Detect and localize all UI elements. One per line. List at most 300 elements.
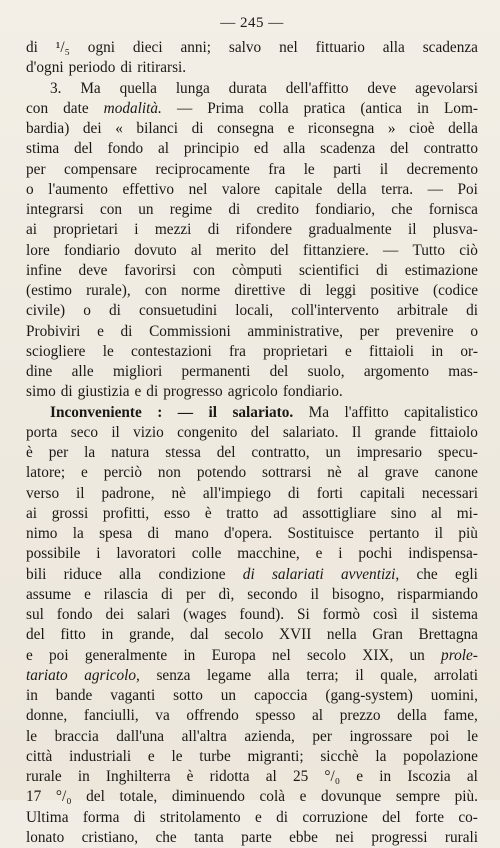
word: prezzo: [339, 707, 381, 725]
word: migranti;: [247, 747, 304, 765]
word: estimazione: [404, 261, 478, 279]
word: positive: [370, 282, 419, 299]
word: o: [470, 322, 478, 340]
word: capitalistico: [404, 403, 478, 421]
text-line: [26, 484, 478, 504]
word: rilascia: [103, 585, 149, 603]
text-line: [26, 382, 478, 402]
word: della: [448, 120, 478, 137]
word: assottigliare: [302, 504, 377, 522]
word: prevenire: [395, 322, 454, 340]
word: XVII: [279, 626, 312, 644]
word: co-: [458, 808, 478, 826]
word: in: [417, 99, 429, 117]
word: sistema: [432, 606, 478, 623]
word: °/₀: [324, 768, 341, 785]
word: scadenza: [422, 39, 478, 56]
word: pochi: [358, 545, 393, 563]
word: azienda,: [244, 727, 295, 745]
word: di: [147, 525, 160, 542]
word: dovuto: [134, 241, 177, 259]
text-line: [26, 342, 478, 362]
word: città: [26, 747, 53, 765]
word: dall'una: [116, 727, 165, 745]
word: di: [120, 322, 133, 340]
word: agricolo: [227, 383, 278, 401]
text-line: [26, 565, 478, 585]
text-line: [26, 423, 478, 443]
word: arbitrale: [397, 302, 448, 320]
word: cristiano,: [81, 828, 139, 846]
text-line: [26, 281, 478, 301]
word: Prima: [207, 99, 244, 117]
word: al: [312, 707, 324, 725]
word: —: [176, 99, 193, 117]
word: pratica: [303, 99, 346, 117]
word: avventizi,: [341, 565, 400, 583]
word: e: [287, 120, 295, 137]
word: che: [416, 565, 438, 583]
text-line: [26, 706, 478, 726]
word: modalità.: [103, 99, 162, 117]
word: dieci: [132, 39, 163, 56]
word: secolo: [306, 646, 347, 664]
word: scientifici: [298, 261, 360, 279]
word: di: [133, 808, 146, 826]
text-line: [26, 646, 478, 666]
word: secolo: [224, 626, 264, 644]
text-line: [26, 747, 478, 767]
word: potendo: [196, 464, 247, 482]
word: fra: [268, 160, 286, 178]
word: deve: [367, 79, 397, 97]
word: nimo: [26, 525, 58, 542]
word: condizione: [158, 565, 226, 583]
word: locali,: [235, 302, 274, 320]
word: alla: [283, 140, 306, 158]
word: profitti,: [102, 504, 150, 522]
word: e: [344, 342, 352, 360]
word: del: [382, 808, 401, 826]
word: bande: [55, 687, 93, 704]
word: dì,: [218, 585, 235, 603]
word: direttive: [234, 282, 286, 299]
word: le: [171, 747, 183, 765]
word: turbe: [199, 747, 231, 765]
word: impresario: [356, 444, 423, 461]
word: al: [357, 464, 369, 482]
word: natura: [111, 444, 150, 461]
word: non: [157, 464, 181, 482]
word: rurale),: [86, 282, 131, 299]
word: nè: [171, 484, 186, 502]
word: all'altra: [181, 727, 227, 745]
word: al: [158, 140, 170, 158]
word: ciò: [459, 241, 478, 259]
word: le: [102, 342, 114, 360]
word: terra.: [381, 180, 414, 198]
word: di: [376, 261, 389, 279]
word: ogni: [87, 39, 115, 56]
word: il: [76, 484, 85, 502]
word: —: [177, 403, 194, 421]
word: Tutto: [412, 241, 446, 259]
word: di: [287, 484, 300, 502]
word: integrarsi: [26, 201, 84, 218]
word: dovunque: [320, 788, 382, 806]
text-line: [26, 727, 478, 747]
word: un: [138, 201, 154, 218]
word: e: [81, 464, 88, 482]
word: rifondere: [236, 221, 293, 239]
word: valore: [221, 180, 261, 198]
word: di: [108, 302, 121, 320]
word: 17: [26, 788, 42, 806]
word: in: [77, 768, 90, 785]
word: assume: [26, 585, 72, 603]
word: grave: [384, 464, 419, 482]
word: specu-: [437, 444, 478, 461]
word: Brettagna: [418, 626, 478, 644]
word: d'opera.: [224, 525, 273, 542]
word: Ultima: [26, 808, 69, 826]
word: durata: [228, 79, 267, 97]
word: agricolo,: [84, 666, 140, 684]
word: Si: [296, 606, 310, 623]
word: fondiario.: [282, 383, 343, 401]
word: nel: [272, 646, 291, 664]
word: le: [466, 727, 478, 745]
word: credito: [256, 201, 299, 218]
word: l'affitto: [344, 403, 389, 421]
word: latore;: [26, 464, 66, 482]
word: e: [26, 646, 33, 664]
text-line: [26, 119, 478, 139]
word: l'aumento: [48, 180, 108, 198]
text-line: [26, 524, 478, 544]
word: un: [325, 444, 341, 461]
word: generalmente: [84, 646, 168, 664]
word: civile): [26, 302, 66, 320]
word: Commissioni: [149, 322, 231, 340]
word: alla: [382, 39, 405, 56]
word: per: [185, 585, 206, 603]
word: parti: [333, 160, 362, 178]
word: progressi: [371, 828, 428, 846]
word: ai: [26, 504, 38, 522]
word: deve: [78, 261, 108, 279]
text-line: [26, 403, 478, 423]
word: possibile: [26, 545, 81, 563]
word: pertanto: [369, 525, 420, 542]
word: lore: [26, 241, 50, 259]
word: norme: [181, 282, 221, 299]
word: »: [387, 120, 396, 137]
text-line: [26, 322, 478, 342]
word: seco: [70, 423, 98, 441]
text-line: [26, 463, 478, 483]
word: grande: [374, 423, 417, 441]
text-line: [26, 585, 478, 605]
word: salariato.: [282, 423, 339, 441]
word: fittaioli: [368, 342, 415, 360]
word: per: [359, 322, 380, 340]
word: del: [86, 788, 105, 806]
word: ritirarsi.: [137, 59, 187, 77]
word: lavoratori: [116, 545, 176, 563]
text-line: [26, 767, 478, 787]
text-line: [26, 808, 478, 828]
word: Probiviri: [26, 322, 81, 340]
word: e: [84, 585, 91, 603]
word: Iscozia: [407, 768, 451, 785]
word: che: [155, 828, 177, 846]
word: vaganti: [110, 687, 156, 704]
word: «: [115, 120, 123, 137]
word: al: [190, 241, 202, 259]
word: in: [379, 768, 392, 785]
word: d'ogni: [26, 59, 64, 77]
word: mezzi: [154, 221, 192, 239]
word: colla: [258, 99, 289, 117]
word: esso: [163, 504, 191, 522]
word: forte: [415, 808, 444, 826]
word: salariati: [271, 565, 324, 583]
word: lunga: [175, 79, 210, 97]
word: il: [111, 423, 120, 441]
text-line: [26, 828, 478, 848]
word: (wages: [183, 606, 227, 623]
word: Ma: [80, 79, 101, 97]
word: effettivo: [122, 180, 175, 198]
word: padrone,: [101, 484, 155, 502]
word: plusva-: [432, 221, 478, 239]
word: fondiario: [63, 241, 121, 259]
word: argomento: [363, 363, 429, 380]
text-line: [26, 180, 478, 200]
word: Lom-: [443, 99, 478, 117]
word: Gran: [372, 626, 403, 644]
word: decremento: [406, 160, 478, 178]
word: fame,: [443, 707, 478, 725]
word: sempre: [395, 788, 441, 806]
word: (antica: [360, 99, 402, 117]
word: di: [146, 383, 159, 401]
word: quale,: [380, 666, 418, 684]
page-number: — 245 —: [220, 15, 284, 31]
word: colle: [191, 545, 222, 563]
word: i: [134, 221, 139, 239]
word: con: [144, 282, 167, 299]
word: congenito: [177, 423, 238, 441]
word: spesa: [99, 525, 133, 542]
word: fittuario: [315, 39, 365, 56]
word: indispensa-: [408, 545, 478, 563]
word: mano: [174, 525, 209, 542]
word: vizio: [133, 423, 164, 441]
text-line: [26, 261, 478, 281]
text-line: [26, 58, 478, 78]
word: alle: [71, 363, 94, 380]
word: ¹/₅: [55, 39, 70, 56]
word: la: [72, 525, 84, 542]
word: stima: [26, 140, 60, 158]
word: forma: [82, 808, 120, 826]
word: uomini,: [430, 687, 478, 704]
word: bisogno,: [331, 585, 385, 603]
word: nella: [326, 626, 357, 644]
word: macchine,: [237, 545, 300, 563]
word: infine: [26, 261, 62, 279]
body-text: [26, 38, 478, 848]
word: found).: [239, 606, 285, 623]
word: fornisca: [428, 201, 478, 218]
word: nel: [279, 39, 298, 56]
word: stritolamento: [159, 808, 241, 826]
word: °/₀: [55, 788, 72, 806]
word: —: [382, 241, 399, 259]
word: il: [379, 160, 389, 178]
word: quella: [119, 79, 157, 97]
word: forti: [316, 484, 344, 502]
word: lonato: [26, 828, 65, 846]
word: fittanziere.: [303, 241, 369, 259]
word: merito: [216, 241, 256, 259]
word: del: [269, 363, 289, 380]
word: totale,: [119, 788, 158, 806]
word: leggi: [325, 282, 357, 299]
word: con: [26, 99, 49, 117]
word: verso: [26, 484, 60, 502]
word: alla: [267, 666, 290, 684]
word: alla: [119, 565, 142, 583]
word: capitale: [274, 180, 323, 198]
word: riduce: [63, 565, 102, 583]
word: è: [204, 504, 212, 522]
word: in: [183, 646, 196, 664]
word: simo: [26, 383, 56, 401]
word: fitto: [60, 626, 86, 644]
word: o: [26, 180, 34, 198]
word: Europa: [211, 646, 256, 664]
word: in: [431, 342, 444, 360]
word: salari: [137, 606, 171, 623]
word: permanenti: [181, 363, 251, 380]
word: industriali: [69, 747, 132, 765]
word: il: [434, 525, 444, 542]
word: secondo: [247, 585, 298, 603]
text-line: [26, 605, 478, 625]
word: le: [303, 160, 315, 178]
word: —: [427, 180, 443, 198]
word: di: [120, 59, 133, 77]
word: del: [250, 423, 270, 441]
word: grande,: [128, 626, 175, 644]
word: nel: [188, 180, 208, 198]
word: rurali: [444, 828, 478, 846]
word: suolo,: [307, 363, 345, 380]
word: necessari: [421, 484, 478, 502]
word: terra;: [306, 666, 339, 684]
text-line: [26, 362, 478, 382]
word: ingrossare: [349, 727, 413, 745]
word: agevolarsi: [415, 79, 478, 97]
word: al: [431, 504, 443, 522]
word: mas-: [448, 363, 478, 380]
word: prole-: [441, 646, 478, 664]
word: un: [220, 687, 237, 704]
word: per: [26, 160, 46, 178]
text-line: [26, 99, 478, 119]
word: stessa: [165, 444, 201, 461]
word: e: [299, 788, 307, 806]
word: Ma: [308, 403, 330, 421]
word: riconsegna: [308, 120, 375, 137]
word: consegna: [217, 120, 275, 137]
word: proprietari: [53, 221, 118, 239]
word: nei: [335, 828, 355, 846]
word: la: [84, 444, 96, 461]
word: sottrarsi: [262, 464, 312, 482]
word: all'impiego: [202, 484, 271, 502]
word: e: [134, 383, 142, 401]
word: tratto: [226, 504, 259, 522]
word: sul: [26, 606, 44, 623]
word: del: [390, 140, 409, 158]
word: i: [96, 545, 101, 563]
word: or-: [460, 342, 478, 360]
word: bardia): [26, 120, 70, 137]
word: XIX,: [362, 646, 394, 664]
word: canone: [434, 464, 478, 482]
word: :: [157, 403, 163, 421]
word: i: [338, 545, 343, 563]
word: Sostituisce: [287, 525, 354, 542]
text-line: [26, 139, 478, 159]
word: sicchè: [320, 747, 359, 765]
word: e: [315, 545, 323, 563]
word: fondo: [107, 140, 144, 158]
word: Inghilterra: [105, 768, 171, 785]
word: tariato: [26, 666, 68, 684]
word: bilanci: [136, 120, 179, 137]
word: in: [26, 687, 38, 704]
word: o: [83, 302, 91, 320]
word: del: [216, 444, 236, 461]
word: popolazione: [403, 747, 478, 765]
word: principio: [183, 140, 240, 158]
word: per: [312, 727, 332, 745]
word: braccia: [54, 727, 99, 745]
word: ai: [26, 221, 38, 239]
word: con: [99, 201, 123, 218]
word: di: [242, 565, 255, 583]
word: al: [265, 768, 277, 785]
word: ridotta: [209, 768, 250, 785]
word: cioè: [409, 120, 435, 137]
word: sino: [390, 504, 417, 522]
word: fondo: [56, 606, 93, 623]
word: senza: [156, 666, 191, 684]
word: anni;: [180, 39, 212, 56]
text-line: [26, 625, 478, 645]
word: porta: [26, 423, 58, 441]
word: reciprocamente: [155, 160, 250, 178]
word: grossi: [51, 504, 89, 522]
word: donne,: [26, 707, 68, 725]
word: il: [355, 666, 364, 684]
word: il: [208, 403, 218, 421]
